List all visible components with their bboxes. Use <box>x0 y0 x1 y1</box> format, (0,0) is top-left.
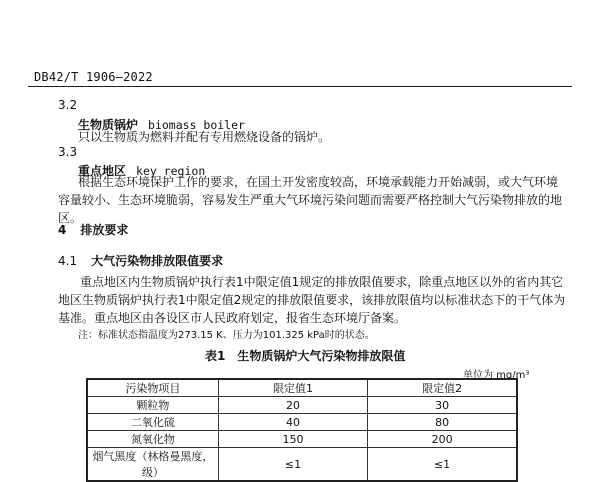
table-row <box>87 431 517 448</box>
table-cell: 80 <box>368 414 517 431</box>
section-4-1-title: 大气污染物排放限值要求 <box>91 254 224 268</box>
section-4-number: 4 <box>58 223 67 237</box>
table-row <box>87 414 517 431</box>
table-row <box>87 448 517 482</box>
table-cell: ≤1 <box>368 448 517 482</box>
section-4-1-number: 4.1 <box>58 254 78 268</box>
term-cn: 重点地区 <box>78 164 127 178</box>
term-cn: 生物质锅炉 <box>78 118 139 132</box>
section-3-3-number: 3.3 <box>58 145 78 159</box>
table-cell: ≤1 <box>218 448 367 482</box>
document-code: DB42/T 1906—2022 <box>34 70 153 84</box>
table-cell: 颗粒物 <box>87 397 218 414</box>
table-caption: 表1 生物质锅炉大气污染物排放限值 <box>205 349 406 363</box>
term-en: biomass boiler <box>148 118 245 132</box>
table-header-row <box>87 379 517 397</box>
table-unit: 单位为 mg/m³ <box>463 370 530 381</box>
table-cell: 氮氧化物 <box>87 431 218 448</box>
section-3-2-number: 3.2 <box>58 98 78 112</box>
section-4-1-paragraph: 重点地区内生物质锅炉执行表1中限定值1规定的排放限值要求，除重点地区以外的省内其它地区生物质锅炉执行表1中限定值2规定的排放限值要求，该排放限值均以标准状态下的干气体为基准。重点地区由各设区市人民政府划定，报省生态环境厅备案。 <box>58 275 566 325</box>
section-4-1-note: 注：标准状态指温度为273.15 K、压力为101.325 kPa时的状态。 <box>78 330 375 341</box>
header-rule <box>28 86 572 87</box>
table-header-cell: 污染物项目 <box>87 379 218 397</box>
table-header-cell: 限定值2 <box>368 379 517 397</box>
table-cell: 30 <box>368 397 517 414</box>
table-header-cell: 限定值1 <box>218 379 367 397</box>
table-cell: 40 <box>218 414 367 431</box>
table-cell: 二氧化硫 <box>87 414 218 431</box>
table-cell: 20 <box>218 397 367 414</box>
section-4-title: 排放要求 <box>80 223 129 237</box>
section-4-1-heading <box>58 252 223 269</box>
emission-limits-table <box>86 378 518 482</box>
table-row <box>87 397 517 414</box>
term-en: key region <box>136 164 206 178</box>
table-cell: 150 <box>218 431 367 448</box>
section-3-2-definition: 只以生物质为燃料并配有专用燃烧设备的锅炉。 <box>78 130 331 144</box>
section-4-heading <box>58 221 128 238</box>
table-cell: 烟气黑度（林格曼黑度，级） <box>87 448 218 482</box>
table-cell: 200 <box>368 431 517 448</box>
section-3-3-definition: 根据生态环境保护工作的要求，在国土开发密度较高，环境承载能力开始减弱，或大气环境容量较小、生态环境脆弱，容易发生严重大气环境污染问题而需要严格控制大气污染物排放的地区。 <box>58 175 563 225</box>
